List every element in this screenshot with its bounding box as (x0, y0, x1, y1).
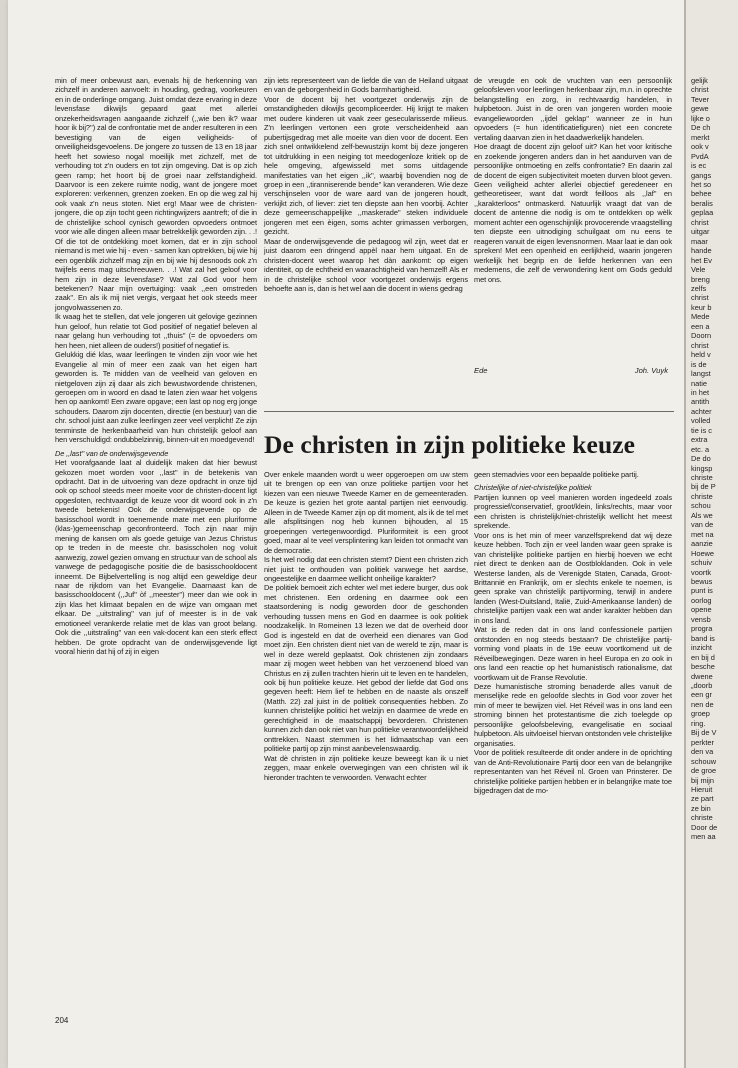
column-right-article (474, 470, 672, 795)
next-page-line: breng (691, 274, 710, 284)
next-page-line: tie is c (691, 425, 712, 435)
paragraph: Deze humanistische stroming benaderde alles vanuit de menselijke rede en geloofde slechts in God voor zover het min of meer te bewijzen viel. Het Réveil was in ons land een stroming binnen het protestantisme die zich toelegde op persoonlijke geloofsbeleving, evangelisatie en sociaal hulpbetoon. Als uitvloeisel hiervan ontstonden vele christelijke organisaties. (474, 681, 672, 748)
paragraph: De politiek bemoeit zich echter wel met iedere burger, dus ook met christenen. Een ordening en daarmee ook een staatsordening is nodig geworden door de geschonden verhouding tussen mens en God en daarmee is ook politiek noodzakelijk. In Romeinen 13 lezen we dat de overheid door God is ingesteld en dat de overheid een dienares van God moet zijn. Een christen dient niet van de wereld te zijn, maar is wel in deze wereld geplaatst. Ook christenen zijn zondaars maar zij mogen weet hebben van het verzoenend bloed van Christus en zij zullen trachten hierin uit te leven en te handelen, ook bij hun politieke keuze. Het gebod der liefde dat God ons gegeven heeft: Hem lief te hebben en de naaste als onszelf (Matth. 22) zal juist in de politiek consequenties hebben. Zo kunnen christelijke politici het welzijn en daarmee de vrede en gerechtigheid in de maatschappij bevorderen. Christenen kunnen zich dan ook niet van hun politieke verantwoordelijkheid onttrekken. Naast stemmen is het lidmaatschap van een politieke partij op zijn minst aanbevelenswaardig. (264, 583, 468, 754)
next-page-line: een a (691, 321, 710, 331)
paragraph: Voor de politiek resulteerde dit onder andere in de oprichting van de Anti-Revolutionaire Partij door een van de belangrijke representanten van het Réveil nl. Groen van Prinsterer. De christelijke politieke partijen hebben er in belangrijke mate toe bijgedragen dat de mo- (474, 748, 672, 795)
next-page-line: is ec (691, 161, 707, 171)
paragraph: Partijen kunnen op veel manieren worden ingedeeld zoals progressief/conservatief, groot/klein, links/rechts, maar voor een christen is christelijk/niet-christelijk wellicht het meest sprekende. (474, 492, 672, 531)
signature-author: Joh. Vuyk (634, 366, 668, 375)
next-page-line: Door de (691, 822, 718, 832)
next-page-line: De ch (691, 123, 711, 133)
next-page-line: christe (691, 813, 713, 823)
next-page-line: opene (691, 605, 712, 615)
next-page-line: uitgar (691, 227, 710, 237)
next-page-line: maar (691, 236, 708, 246)
next-page-line: lijke o (691, 113, 710, 123)
next-page-line: ring. (691, 718, 706, 728)
next-page-line: een gr (691, 690, 712, 700)
next-page-line: met na (691, 529, 714, 539)
next-page-line: aanzie (691, 539, 713, 549)
next-page-line: Als we (691, 510, 713, 520)
next-page-line: beralis (691, 198, 713, 208)
next-page-line: perkter (691, 737, 715, 747)
next-page-line: christ (691, 340, 709, 350)
next-page-line: den va (691, 747, 714, 757)
paragraph: zijn iets representeert van de liefde die van de Heiland uitgaat en van de geborgenheid in Gods barmhartigheid. (264, 76, 468, 95)
next-page-line: Mede (691, 312, 710, 322)
next-page-line: gewe (691, 104, 709, 114)
next-page-line: antith (691, 397, 710, 407)
next-page-line: vensb (691, 614, 711, 624)
next-page-line: bewus (691, 577, 713, 587)
next-page-line: Tever (691, 94, 710, 104)
paragraph: Ik waag het te stellen, dat vele jongeren uit gelovige gezinnen hun geloof, hun relatie tot God positief of negatief beleven al naar gelang hun verhouding tot ,,thuis'' (= de opvoeders om hen heen, niet alleen de ouders!) positief of negatief is. (55, 312, 257, 350)
section-heading: Christelijke of niet-christelijke politiek (474, 483, 592, 493)
paragraph: Voor de docent bij het voortgezet onderwijs zijn de omstandigheden dikwijls gecompliceerder. Hij krijgt te maken met oudere kinderen uit vaak zeer gesecularisserde milieus. Z'n leerlingen vertonen een grote verscheidenheid aan pubertijsgedrag met alle moeite van dien voor de docent. Een zich snel ontwikkelend zelf-bewustzijn komt bij deze jongeren tot uitdrukking in een neiging tot meedogenloze kritiek op de hele omgeving, afgewisseld met soms uitdagende manifestaties van het eigen ,,ik'', waarbij bovendien nog de groep in een ,,tiranniserende bende'' kan veranderen. Wie deze verschijnselen voor de ware aard van de jongeren houdt, verkijkt zich, of liever: ziet ten diepste aan hen voorbij. Achter deze gemeenschappelijke ,,maskerade'' steken individuele jongeren met een èigen, soms achter grimassen verborgen, gezicht. (264, 94, 468, 237)
next-page-line: De do (691, 454, 711, 464)
next-page-line: christ (691, 85, 709, 95)
page-number: 204 (55, 1016, 69, 1025)
paragraph: Gelukkig dié klas, waar leerlingen te vinden zijn voor wie het Evangelie al min of meer een zaak van het eigen hart geworden is. Te midden van de veelheid van geloven en nietgeloven zijn zij daar als zich bewustwordende christenen, geroepen om in woord en daad te laten zien waar het volgens hen op aankomt! Een zware opgave; een last op nog erg jonge schouders. Daarom zijn docenten, directie (en bestuur) van die chr. school juist aan zulke leerlingen zeer veel verplicht! Ze zijn tenminste de herkenbaarheid van hun christelijk geloof aan hen verschuldigd: ondubbelzinnig, binnen-uit en moedgevend! (55, 350, 257, 445)
next-page-line: band is (691, 633, 715, 643)
next-page-line: inzicht (691, 643, 712, 653)
next-page-line: besche (691, 662, 715, 672)
next-page-line: „doorb (691, 681, 713, 690)
next-page-line: schou (691, 501, 711, 511)
next-page-line: het so (691, 179, 712, 189)
next-page-line: christe (691, 491, 713, 501)
next-page-line: nen de (691, 699, 714, 709)
next-page-line: schuiv (691, 558, 712, 568)
next-page-line: van de (691, 520, 714, 530)
next-page-line: dwene (691, 671, 713, 681)
paragraph: geen stemadvies voor een bepaalde politieke partij. (474, 470, 639, 479)
next-page-line: voortk (691, 567, 712, 577)
next-page-line: ze bin (691, 803, 711, 813)
next-page-line: held v (691, 350, 711, 360)
next-page-line: is de (691, 359, 707, 369)
next-page-line: punt is (691, 586, 713, 596)
next-page-line: volled (691, 416, 711, 426)
next-page-line: schouw (691, 756, 717, 766)
next-page-line: de groe (691, 766, 717, 776)
magazine-page (8, 0, 684, 1068)
next-page-line: progra (691, 624, 713, 634)
next-page-line: langst (691, 369, 711, 379)
next-page-line: hande (691, 246, 712, 256)
section-heading: De ,,last'' van de onderwijsgevende (55, 448, 169, 458)
next-page-line: achter (691, 406, 712, 416)
column-right-top (474, 76, 672, 284)
next-page-edge (684, 0, 738, 1068)
next-page-line: ook v (691, 142, 709, 152)
next-page-line: Doorn (691, 331, 712, 341)
paragraph: Voor ons is het min of meer vanzelfsprekend dat wij deze keuze hebben. Toch zijn er veel landen waar geen sprake is van christelijke politieke partijen en hierbij hoeven we echt niet direct te denken aan de Oostbloklanden. Ook in vele Westerse landen, als de Verenigde Staten, Canada, Groot-Brittannië en Frankrijk, om er slechts enkele te noemen, is geen sprake van christelijk partijvorming, terwijl in andere landen (West-Duitsland, Italië, Zuid-Amerikaanse landen) de christelijke partijen vaak een wat ander karakter hebben dan in ons land. (474, 530, 672, 625)
next-page-line: kingsp (691, 463, 713, 473)
next-page-line: merkt (691, 132, 710, 142)
next-page-line: gangs (691, 170, 712, 180)
next-page-line: bij de P (691, 482, 716, 492)
next-page-line: het Ev (691, 255, 712, 265)
next-page-line: men aa (691, 832, 716, 842)
paragraph: de vreugde en ook de vruchten van een persoonlijk geloofsleven voor leerlingen herkenbaar zijn, m.n. in oprechte belangstelling en zorg, in rechtvaardig handelen, in hulpbetoon. Juist in de oren van jongeren worden mooie evangeliewoorden ,,ijdel geklap'' wanneer ze in hun opvoeders (= hun identificatiefiguren) niet een concrete vertaling daarvan zien in het daadwerkelijk handelen. (474, 76, 672, 142)
next-page-line: Hoewe (691, 548, 715, 558)
next-page-line: natie (691, 378, 708, 388)
article-title: De christen in zijn politieke keuze (264, 430, 636, 459)
next-page-text (691, 76, 738, 842)
paragraph: Wat dè christen in zijn politieke keuze beweegt kan ik u niet zeggen, maar enkele overwegingen van een christen wil ik hieronder trachten te verwoorden. Verwacht echter (264, 753, 468, 782)
next-page-line: zelfs (691, 283, 707, 293)
next-page-line: christ (691, 293, 709, 303)
next-page-line: keur b (691, 302, 712, 312)
paragraph: Maar de onderwijsgevende die pedagoog wil zijn, weet dat er juist daarom een dringend appèl naar hem uitgaat. En de christen-docent weet waarop het dàn aankomt: op eigen identiteit, op de echtheid en waarachtigheid van hemzelf! Als er in de christelijke school voor voortgezet onderwijs ergens behoefte aan is, dan is het wel aan die docent in wiens gedrag (264, 236, 468, 293)
paragraph: Hoe draagt de docent zijn geloof uit? Kan het voor kritische en zoekende jongeren anders dan in het aandurven van de persoonlijke ontmoeting en zelfs confrontatie? En daarin zal de docent de eigen subjectiviteit moeten durven bloot geven. Geen veiligheid achter allerlei objectief geredeneer en getheoretiseer, want dat wordt feilloos als ,,laf'' en ,,karakterloos'' ontmaskerd. Natuurlijk vraagt dat van de docent de antenne die nodig is om te ontdekken op wèlk moment achter een ogenschijnlijk provocerende vraagstelling ten diepste een uitnodiging schuilgaat om nu eens te reageren vanuit de eigen levensnormen. Maar laat ie dan ook spreken! Met een openheid en eerlijkheid, waarin jongeren werkelijk het begrip en de liefde herkennen van een medemens, die zelf de verwondering kent om Gods geduld met ons. (474, 142, 672, 284)
paragraph: Over enkele maanden wordt u weer opgeroepen om uw stem uit te brengen op een van onze politieke partijen voor het kiezen van een nieuwe Tweede Kamer en de gemeenteraden. De keuze is gezien het grote aantal partijen niet eenvoudig. Alleen in de Tweede Kamer zijn op dit moment, als ik de tel met alle afsplitsingen nog heb kunnen bijhouden, al 15 groeperingen vertegenwoordigd. Pluriformiteit is een groot goed, maar al te veel versplintering kan leiden tot onmacht van de democratie. (264, 470, 468, 555)
next-page-line: oorlog (691, 595, 712, 605)
next-page-line: christ (691, 217, 709, 227)
next-page-line: bij mijn (691, 775, 714, 785)
paragraph: Het voorafgaande laat al duidelijk maken dat hier bewust gekozen moet worden voor ,,last'' in de betekenis van opdracht. Dat in de uitvoering van deze opdracht in onze tijd ook op school steeds meer moeite voor de christen-docent ligt opgesloten, rechtvaardigt de keuze voor dit woord ook in z'n tweede betekenis! Ook de onderwijsgevende op de basisschool wordt in toenemende mate met een pluriforme (klas-)gemeenschap geconfronteerd. Toch zijn naar mijn mening de kansen om als goede getuige van Jezus Christus op te treden in de meeste chr. basisscholen nog voluit aanwezig, zowel gezien omvang en structuur van de school als vanwege de pedagogische positie die de basisschooldocent inneemt. De Bijbelvertelling is nog altijd een geweldige deur naar de rijkdom van het Evangelie. Daarnaast kan de basisschooldocent (,,Juf'' òf ,,meester'') meer dan wie ook in zijn klas het klimaat bepalen en de wijze van omgaan met elkaar. De ,,uitstraling'' van juf of meester is in de vak emotioneel verankerde relatie met de klas van groot belang. Ook die ,,uitstraling'' van een vak-docent kan een sterk effect hebben. De grote opdracht van de onderwijsgevende ligt vooral hierin dat hij of zij in eigen (55, 458, 257, 657)
column-middle-article (264, 470, 468, 782)
next-page-line: groep (691, 709, 710, 719)
next-page-line: PvdA (691, 151, 709, 161)
column-left (55, 76, 257, 657)
next-page-line: geplaa (691, 208, 714, 218)
next-page-line: extra (691, 435, 708, 445)
paragraph: Wat is de reden dat in ons land confessionele partijen ontstonden en nog steeds bestaan? De christelijke partij-vorming vond plaats in de 19e eeuw voortkomend uit de Réveilbewegingen. Deze waren in heel Europa en zo ook in ons land een reactie op het humanistisch rationalisme, dat voortkwam uit de Franse Revolutie. (474, 625, 672, 682)
article-divider (264, 411, 674, 412)
next-page-line: gelijk (691, 76, 708, 85)
next-page-line: Bij de V (691, 728, 717, 738)
next-page-line: etc. a (691, 444, 710, 454)
paragraph: Is het wel nodig dat een christen stemt? Dient een christen zich niet juist te onthouden van politiek vanwege het aardse, ongeestelijke en daarmee wellicht onheilige karakter? (264, 555, 468, 583)
next-page-line: behee (691, 189, 712, 199)
next-page-line: in het (691, 387, 710, 397)
next-page-line: ze part (691, 794, 714, 804)
column-middle-top (264, 76, 468, 293)
paragraph: min of meer onbewust aan, evenals hij de herkenning van zichzelf in anderen aanvoelt: in houding, gedrag, voorkeuren en in de onderlinge omgang. Juist omdat deze ervaring in deze levensfase dikwijls gepaard gaat met allerlei onzekerheidsvragen aangaande zichzelf (,,wie ben ik? waar hoor ik bij?'') zal de confrontatie met de ander resulteren in een bevestiging van de eigen veiligheids- of onveiligheidsgevoelens. De jongere zo tussen de 13 en 18 jaar heeft het sowieso nogal moeilijk met zichzelf, met de verhouding tot z'n ouders en tot zijn omgeving. Dat is op zich geen ramp; het hoort bij de groei naar zelfstandigheid. Daarvoor is een zekere ruimte nodig, want de jongere moet exploreren: verkennen, grenzen zoeken. En op die weg zal hij ook vaak z'n neus stoten. Niet erg! Maar wee de christen-jongere, die op zijn tocht geen richtingwijzers aantreft; of die in de christelijke school cynisch geworden opvoeders ontmoet voor wie alle dingen alleen maar betrekkelijk geworden zijn. . .! Of die tot de ontdekking moet komen, dat er in zijn school niemand is met wie hij - even - samen kan optrekken, bij wie hij een ogenblik zichzelf mag zijn en bij wie hij desnoods ook z'n twijfels eens mag uitschreeuwen. . .! Wat zal het geloof voor hem zijn in deze levensfase? Wat zal God voor hem betekenen? Naar mijn overtuiging: vaak ,,een omstreden zaak''. En als ik mij niet vergis, vergaat het ook steeds meer jongvolwassenen zo. (55, 76, 257, 312)
signature-place: Ede (474, 366, 488, 375)
next-page-line: Hieruit (691, 784, 713, 794)
next-page-line: en bij d (691, 652, 715, 662)
next-page-line: christe (691, 473, 713, 483)
next-page-line: Vele (691, 265, 706, 275)
